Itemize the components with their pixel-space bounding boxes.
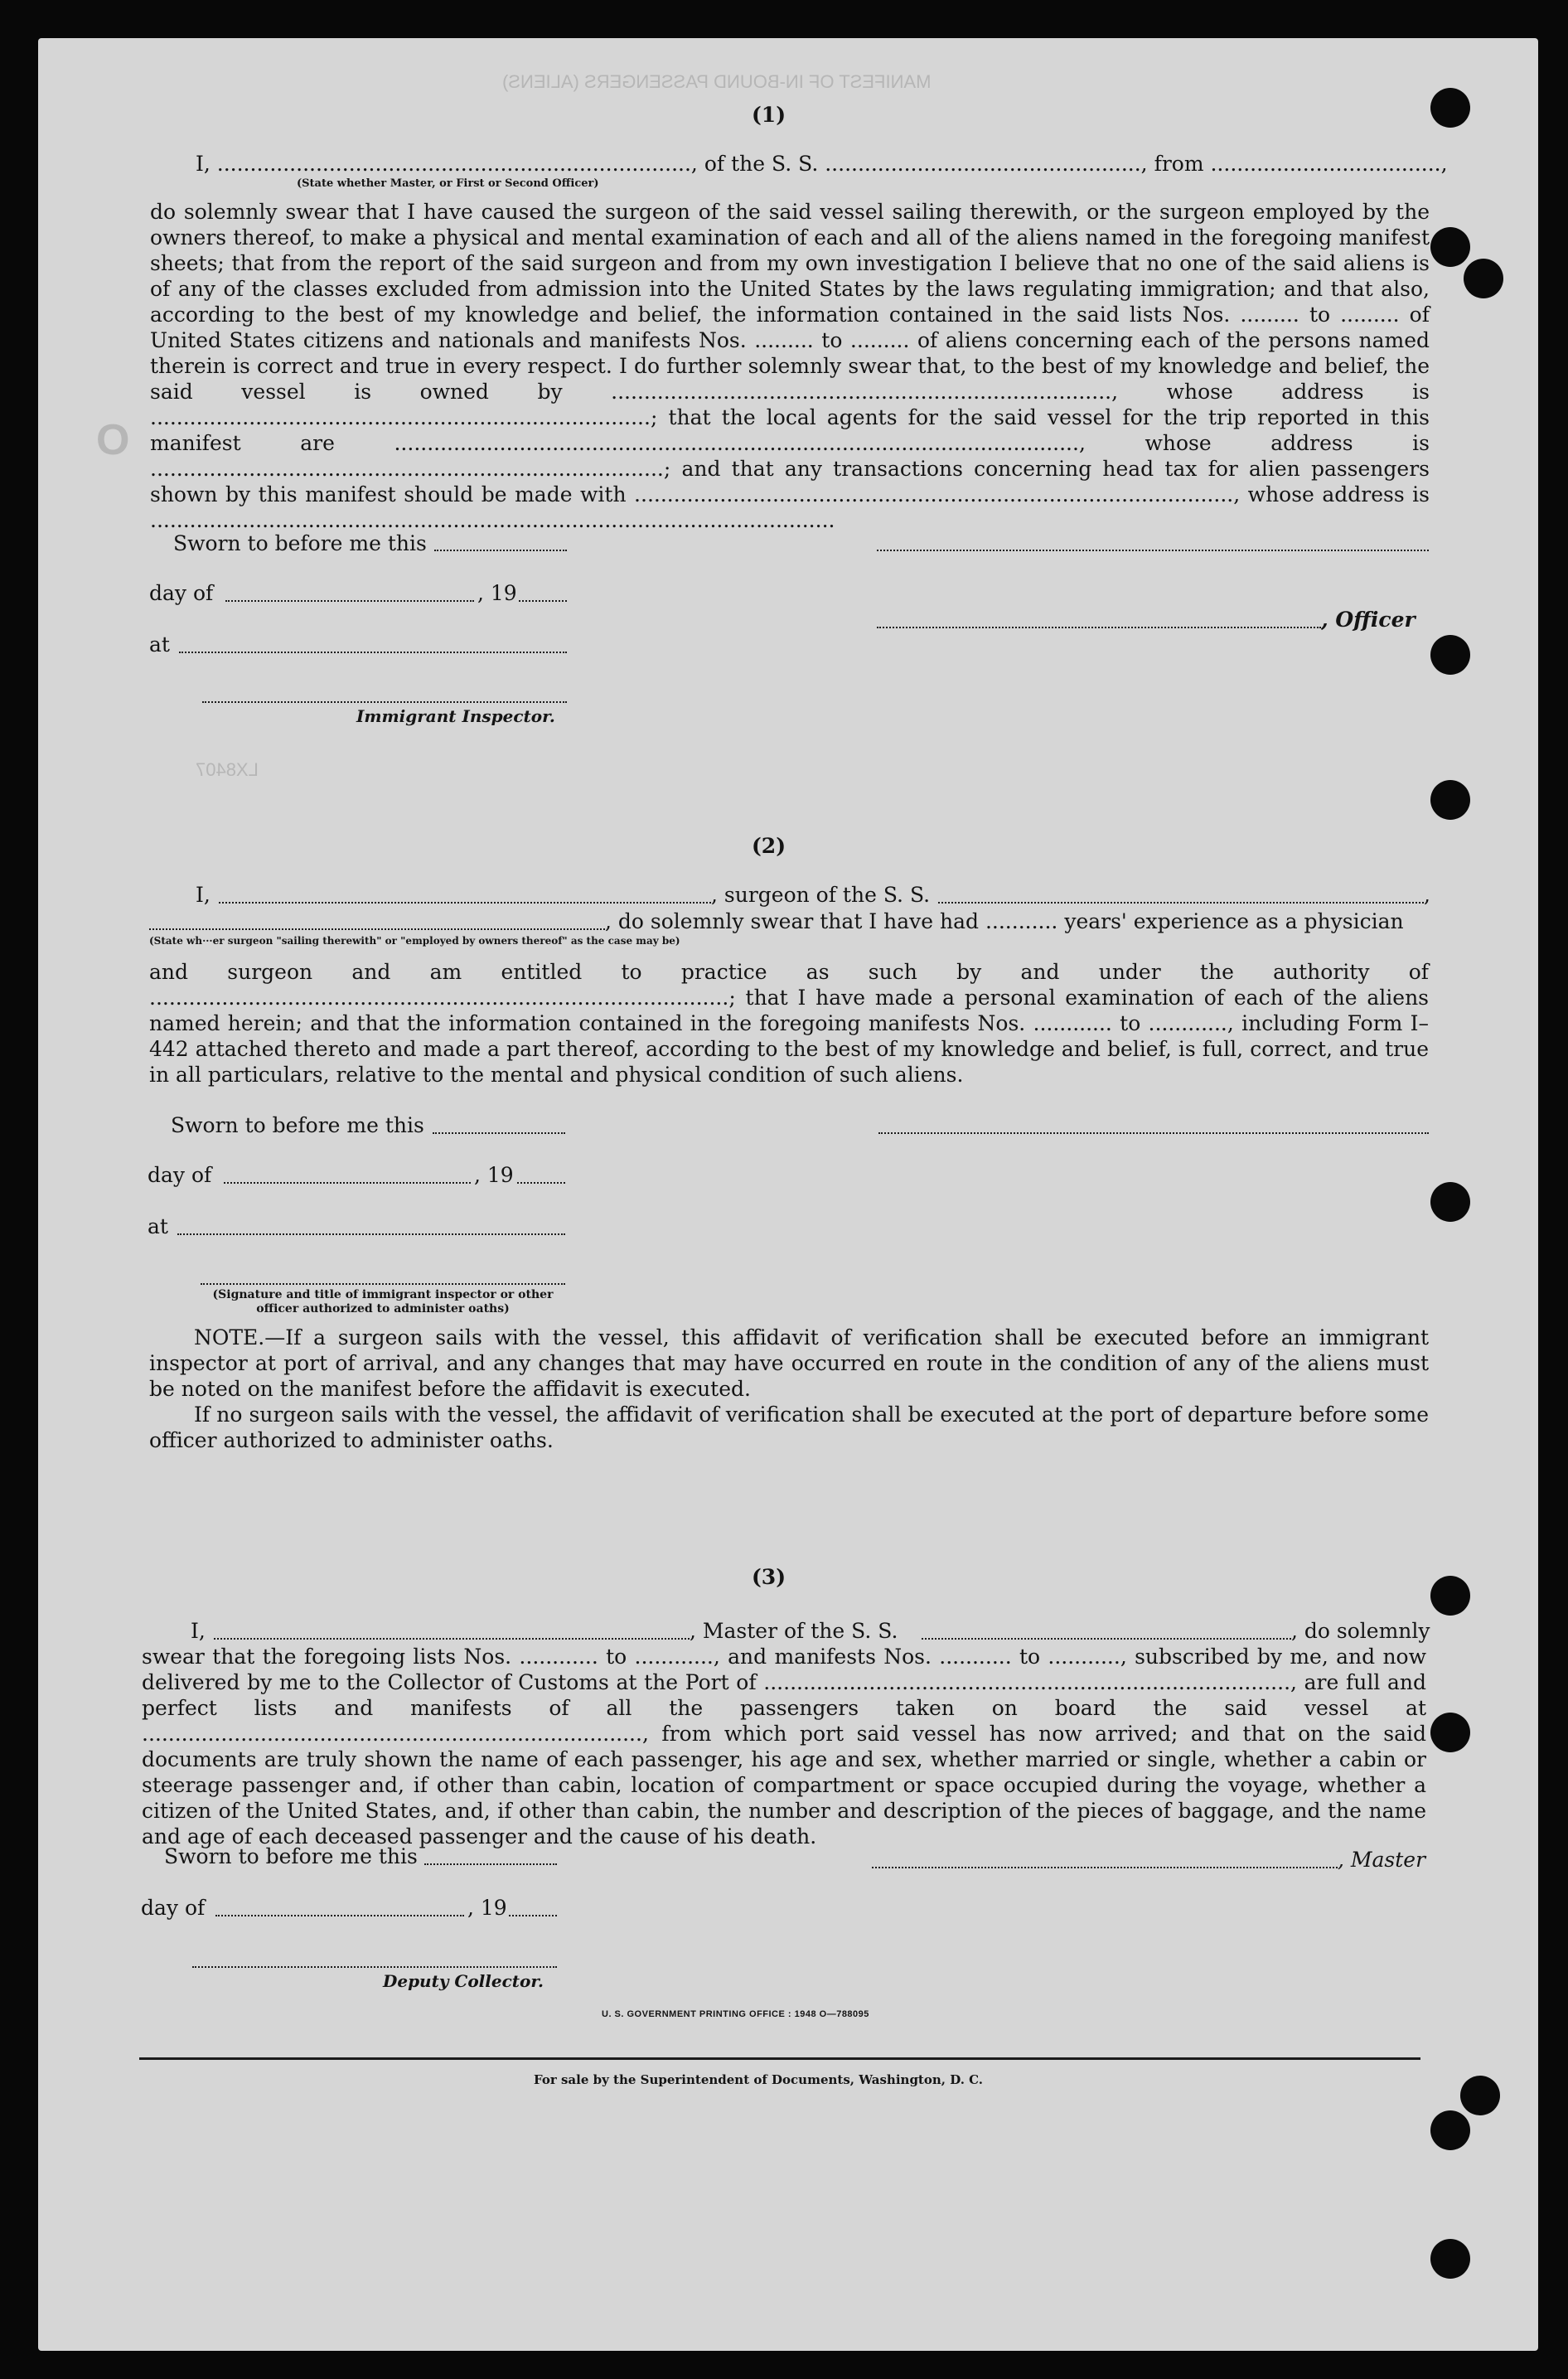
section-1-sworn-line: [434, 550, 567, 551]
punch-hole: [1430, 2239, 1470, 2279]
section-2-ship-line: [938, 902, 1424, 904]
section-3-deputy-line: [192, 1966, 557, 1968]
punch-hole: [1430, 2110, 1470, 2150]
section-1-number: (1): [751, 103, 786, 127]
section-1-line1: I, ........................................................................, of the S. S. ................................................, from ...................................,: [196, 152, 1448, 176]
section-1-at-label: at: [149, 632, 170, 657]
section-3-number: (3): [751, 1565, 786, 1589]
section-2-line1-ship: , surgeon of the S. S.: [711, 883, 931, 907]
section-3-year-label: , 19: [467, 1896, 507, 1920]
section-2-at-line: [177, 1233, 565, 1235]
section-2-line2: , do solemnly swear that I have had ........... years' experience as a physician: [605, 909, 1404, 933]
section-3-line1-end: , do solemnly: [1291, 1619, 1430, 1643]
section-2-line1-comma: ,: [1424, 883, 1430, 907]
section-1-caption: (State whether Master, or First or Second Officer): [297, 177, 599, 190]
section-2-day-line: [224, 1182, 471, 1184]
section-1-body: do solemnly swear that I have caused the surgeon of the said vessel sailing therewith, or the surgeon employed by the owners thereof, to make a physical and mental examination of each and all of the aliens named in the foregoing manifest sheets; that from the report of the said surgeon and from my own investigation I believe that no one of the said aliens is of any of the classes excluded from admission into the United States by the laws regulating immigration; and that also, according to the best of my knowledge and belief, the information contained in the said lists Nos. ......... to ......... of United States citizens and nationals and manifests Nos. ......... to ......... of aliens concerning each of the persons named therein is correct and true in every respect. I do further solemnly swear that, to the best of my knowledge and belief, the said vessel is owned by ............................................................................, whose address is ............................................................................; that the local agents for the said vessel for the trip reported in this manifest are ........................................................................................................, whose address is ..............................................................................; and that any transactions concerning head tax for alien passengers shown by this manifest should be made with ..........................................................................................., whose address is ........................................................................................................: [150, 200, 1430, 532]
section-3-body: swear that the foregoing lists Nos. ............ to ............, and manifests Nos. ........... to ..........., subscribed by me, and now delivered by me to the Collector of Customs at the Port of ................................................................................, are full and perfect lists and manifests of all the passengers taken on board the said vessel at ............................................................................, from which port said vessel has now arrived; and that on the said documents are truly shown the name of each passenger, his age and sex, whether married or single, whether a cabin or steerage passenger and, if other than cabin, location of compartment or space occupied during the voyage, whether a citizen of the United States, and, if other than cabin, the number and description of the pieces of baggage, and the name and age of each deceased passenger and the cause of his death.: [142, 1645, 1426, 1848]
section-1-year-label: , 19: [477, 581, 517, 605]
ghost-stamp-text: LX8407: [196, 759, 259, 780]
form-page: [38, 38, 1538, 2351]
section-1-officer-title: , Officer: [1321, 608, 1416, 632]
section-3-deputy-title: Deputy Collector.: [383, 1971, 544, 1991]
section-3-master-title: , Master: [1338, 1848, 1426, 1872]
section-1-signature-line: [877, 550, 1429, 551]
section-2-inspector-line: [201, 1283, 565, 1285]
section-3-year-line: [509, 1915, 557, 1916]
section-1-day-line: [225, 600, 474, 602]
section-1-inspector-title: Immigrant Inspector.: [356, 706, 555, 726]
section-3-sworn-line: [424, 1863, 557, 1865]
section-3-day-line: [215, 1915, 464, 1916]
section-1-inspector-line: [202, 701, 567, 703]
section-2-sworn-line: [433, 1132, 565, 1134]
section-2-body: and surgeon and am entitled to practice as such by and under the authority of ........................................................................................; that I have made a personal examination of each of the aliens named herein; and that the information contained in the foregoing manifests Nos. ............ to ............, including Form I–442 attached thereto and made a part thereof, according to the best of my knowledge and belief, is full, correct, and true in all particulars, relative to the mental and physical condition of such aliens.: [149, 960, 1429, 1087]
punch-hole: [1430, 227, 1470, 267]
section-1-officer-line: [877, 627, 1321, 628]
section-2-day-label: day of: [148, 1163, 212, 1187]
punch-hole: [1430, 780, 1470, 820]
punch-hole: [1430, 1182, 1470, 1222]
section-2-year-line: [517, 1182, 565, 1184]
section-1-sworn-label: Sworn to before me this: [173, 531, 427, 555]
section-2-surgeon-type-line: [149, 928, 605, 930]
section-3-sworn-label: Sworn to before me this: [164, 1844, 418, 1868]
section-2-caption: (State wh···er surgeon "sailing therewith" or "employed by owners thereof" as the case may be): [149, 935, 680, 947]
section-3-master-line: [872, 1867, 1338, 1868]
sale-notice: For sale by the Superintendent of Documents, Washington, D. C.: [534, 2072, 984, 2087]
section-3-line1-start: I,: [191, 1619, 206, 1643]
section-1-at-line: [179, 652, 567, 653]
section-3-day-label: day of: [141, 1896, 206, 1920]
footer-rule: [139, 2057, 1420, 2060]
printing-office-imprint: U. S. GOVERNMENT PRINTING OFFICE : 1948 O—788095: [602, 2009, 869, 2019]
section-2-name-line: [219, 902, 711, 904]
section-3-line1-ship: , Master of the S. S.: [690, 1619, 898, 1643]
section-2-number: (2): [751, 834, 786, 858]
punch-hole: [1460, 2076, 1500, 2115]
section-2-signature-line: [878, 1132, 1429, 1134]
section-1-day-label: day of: [149, 581, 214, 605]
section-2-note-1: NOTE.—If a surgeon sails with the vessel, this affidavit of verification shall be executed before an immigrant inspector at port of arrival, and any changes that may have occurred en route in the condition of any of the aliens must be noted on the manifest before the affidavit is executed.: [149, 1325, 1429, 1401]
ghost-header-text: MANIFEST OF IN-BOUND PASSENGERS (ALIENS): [502, 71, 932, 92]
section-2-at-label: at: [148, 1214, 168, 1238]
punch-hole: [1430, 1713, 1470, 1752]
section-3-name-line: [214, 1638, 690, 1640]
section-2-note-2: If no surgeon sails with the vessel, the affidavit of verification shall be executed at the port of departure before some officer authorized to administer oaths.: [149, 1403, 1429, 1452]
section-1-year-line: [519, 600, 567, 602]
section-2-sworn-label: Sworn to before me this: [171, 1113, 424, 1137]
section-2-line1-start: I,: [196, 883, 211, 907]
section-3-ship-line: [922, 1638, 1291, 1640]
section-2-signature-caption: (Signature and title of immigrant inspector or other officer authorized to administer oaths): [212, 1288, 554, 1315]
section-2-year-label: , 19: [474, 1163, 514, 1187]
ghost-margin-text: O: [96, 416, 130, 464]
punch-hole: [1430, 635, 1470, 675]
punch-hole: [1464, 259, 1503, 298]
